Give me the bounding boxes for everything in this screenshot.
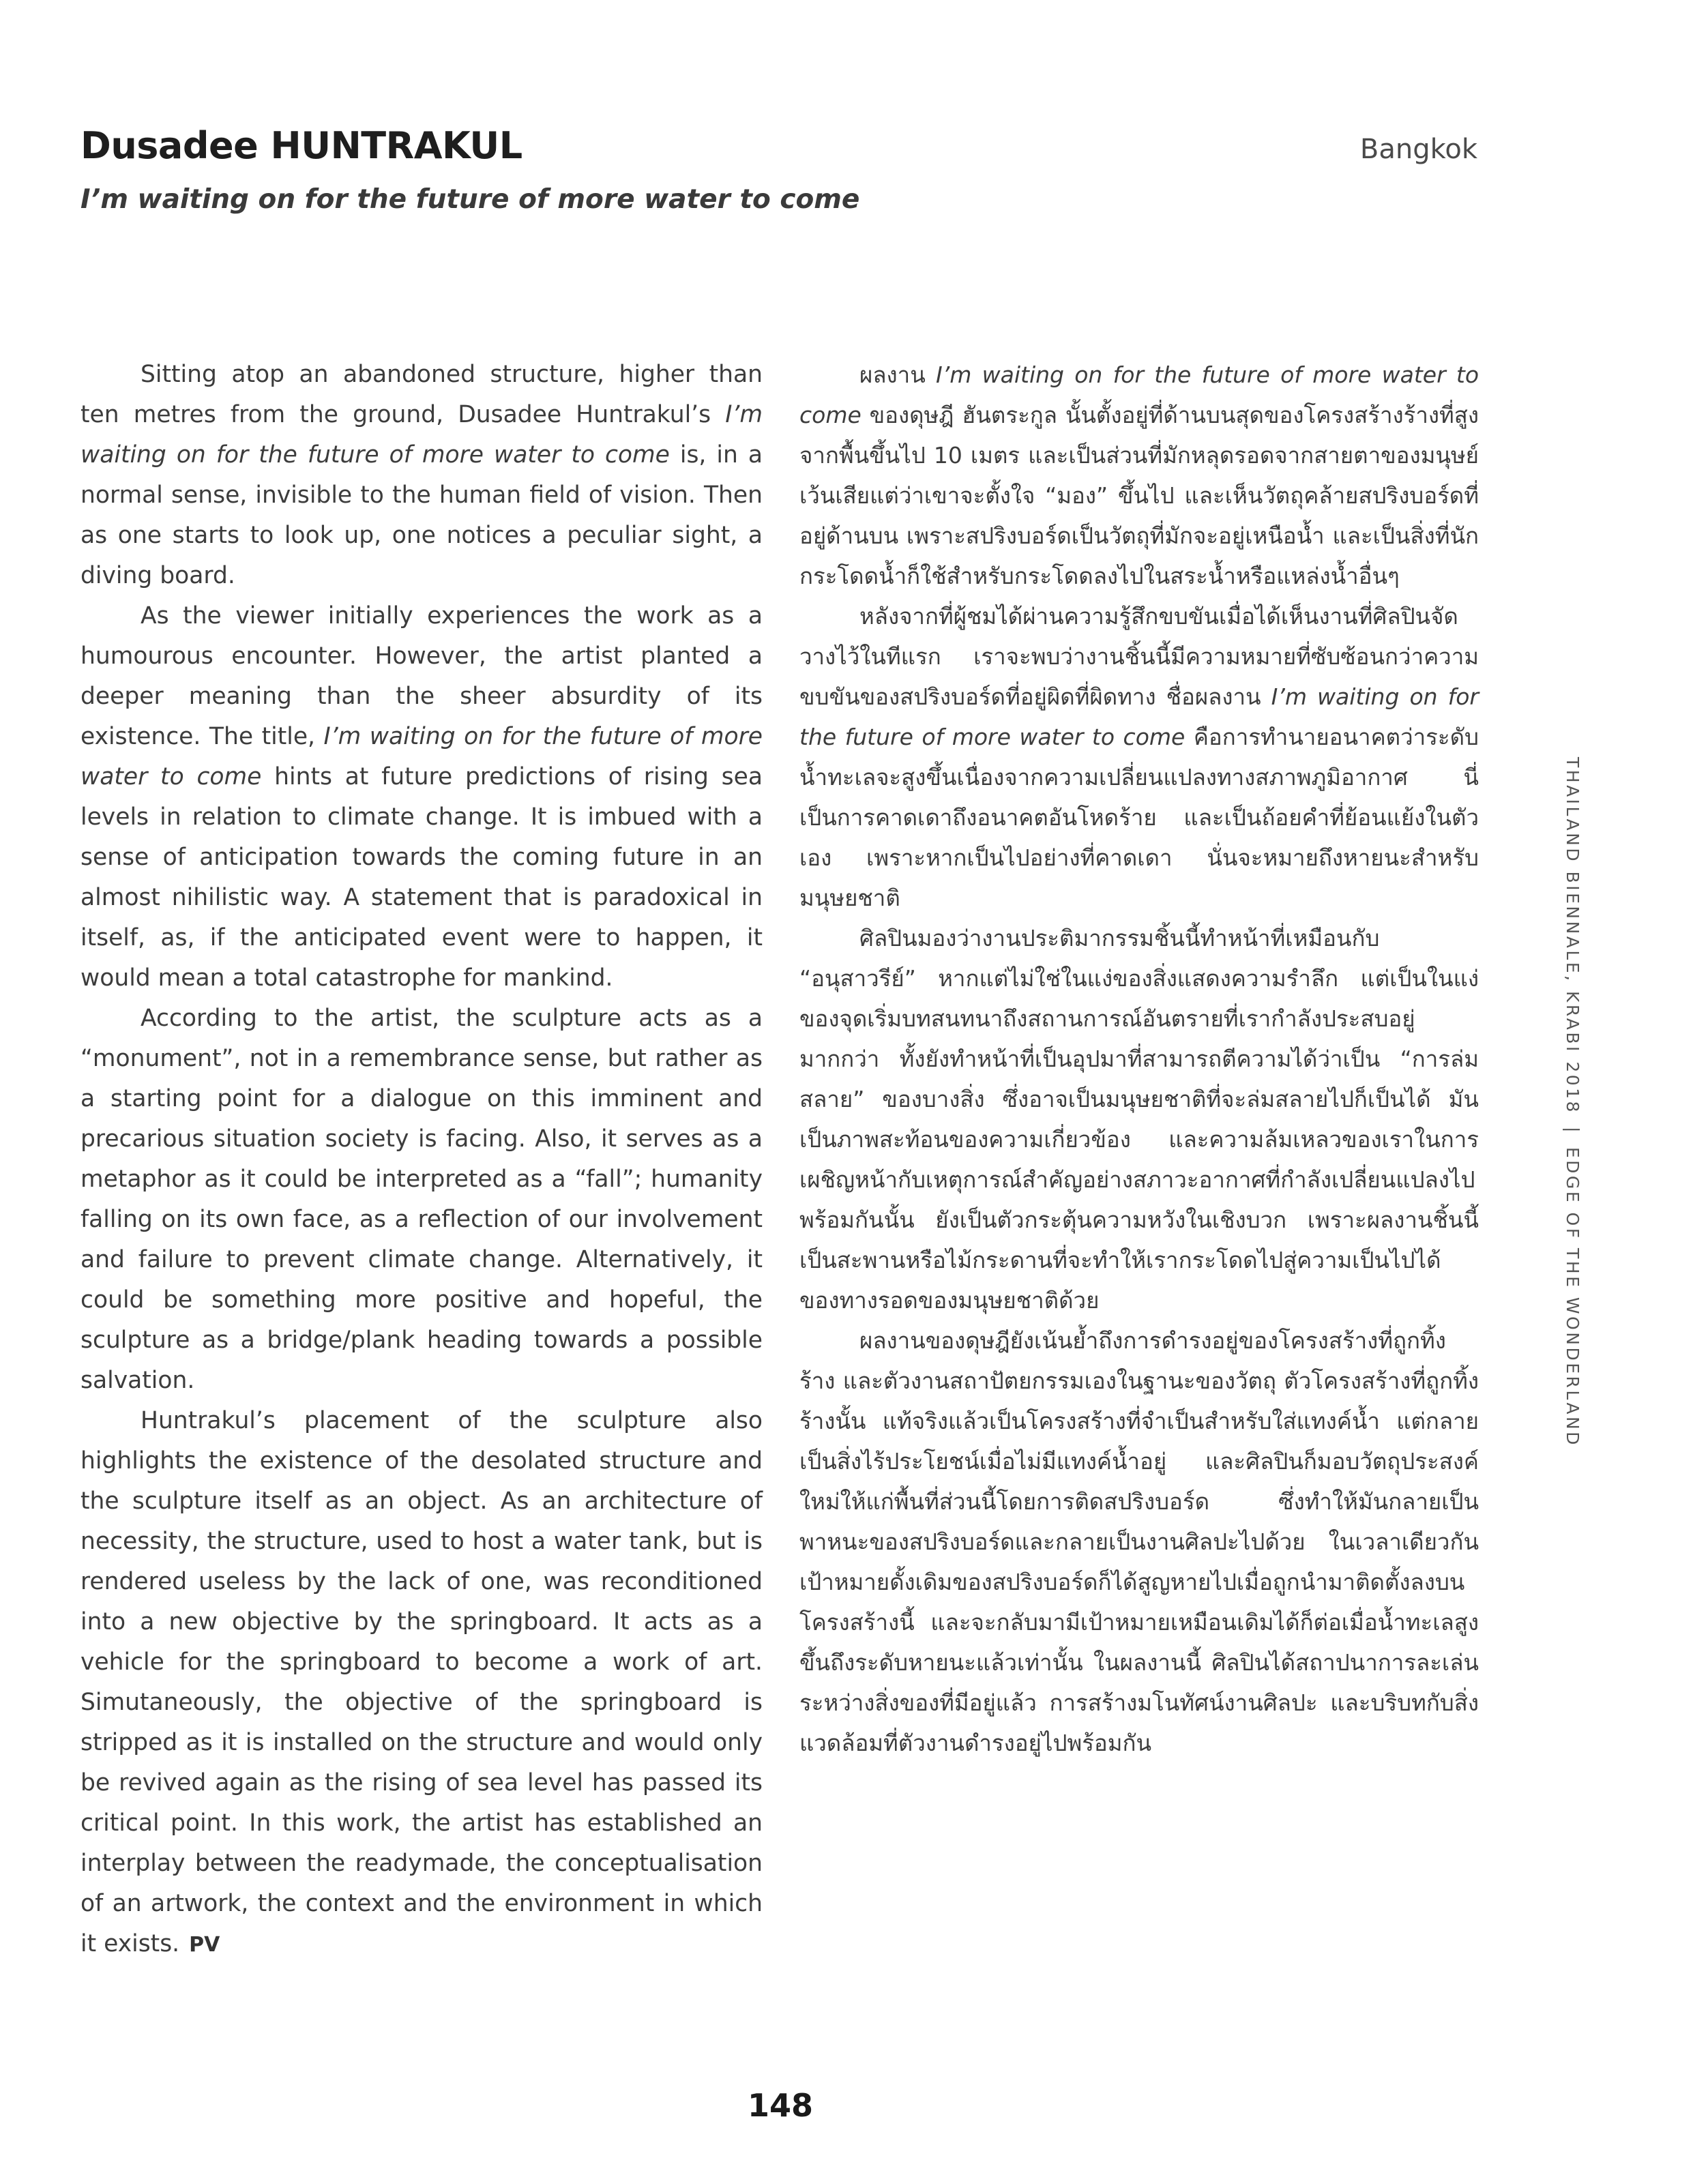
work-title: I’m waiting on for the future of more water to come bbox=[80, 184, 860, 215]
title-separator: | bbox=[1563, 1126, 1582, 1135]
thai-paragraph-1 bbox=[799, 355, 1479, 596]
publication-name: THAILAND BIENNALE, KRABI 2018 bbox=[1563, 757, 1582, 1114]
italic-title: I’m waiting on for the future of more water to come bbox=[799, 683, 1479, 750]
text-run: Huntrakul’s placement of the sculpture also highlights the existence of the desolated structure and the sculpture itself as an object. As an architecture of necessity, the structure, used to host a water tank, but is rendered useless by the lack of one, was reconditioned into a new objective by the springboard. It acts as a vehicle for the springboard to become a work of art. Simutaneously, the objective of the springboard is stripped as it is installed on the structure and would only be revived again as the rising of sea level has passed its critical point. In this work, the artist has established an interplay between the readymade, the conceptualisation of an artwork, the context and the environment in which it exists. bbox=[80, 1407, 763, 1957]
author-initials: PV bbox=[189, 1933, 220, 1957]
text-run: ของดุษฎี ฮันตระกูล นั้นตั้งอยู่ที่ด้านบนสุดของโครงสร้างร้างที่สูงจากพื้นขึ้นไป 10 เมตร และเป็นส่วนที่มักหลุดรอดจากสายตาของมนุษย์ เว้นเสียแต่ว่าเขาจะตั้งใจ “มอง” ขึ้นไป และเห็นวัตถุคล้ายสปริงบอร์ดที่อยู่ด้านบน เพราะสปริงบอร์ดเป็นวัตถุที่มักจะอยู่เหนือน้ำ และเป็นสิ่งที่นักกระโดดน้ำก็ใช้สำหรับกระโดดลงไปในสระน้ำหรือแหล่งน้ำอื่นๆ bbox=[799, 402, 1479, 589]
text-run: ผลงาน bbox=[859, 361, 937, 388]
thai-paragraph-2 bbox=[799, 596, 1479, 918]
text-run: คือการทำนายอนาคตว่าระดับน้ำทะเลจะสูงขึ้นเนื่องจากความเปลี่ยนแปลงทางสภาพภูมิอากาศ นี่เป็นการคาดเดาถึงอนาคตอันโหดร้าย และเป็นถ้อยคำที่ย้อนแย้งในตัวเอง เพราะหากเป็นไปอย่างที่คาดเดา นั่นจะหมายถึงหายนะสำหรับมนุษยชาติ bbox=[799, 724, 1479, 911]
text-run: Sitting atop an abandoned structure, higher than ten metres from the ground, Dusadee Huntrakul’s bbox=[80, 361, 763, 428]
thai-paragraph-4: ผลงานของดุษฎียังเน้นย้ำถึงการดำรงอยู่ของโครงสร้างที่ถูกทิ้งร้าง และตัวงานสถาปัตยกรรมเองในฐานะของวัตถุ ตัวโครงสร้างที่ถูกทิ้งร้างนั้น แท้จริงแล้วเป็นโครงสร้างที่จำเป็นสำหรับใส่แทงค์น้ำ แต่กลายเป็นสิ่งไร้ประโยชน์เมื่อไม่มีแทงค์น้ำอยู่ และศิลปินก็มอบวัตถุประสงค์ใหม่ให้แก่พื้นที่ส่วนนี้โดยการติดสปริงบอร์ด ซึ่งทำให้มันกลายเป็นพาหนะของสปริงบอร์ดและกลายเป็นงานศิลปะไปด้วย ในเวลาเดียวกัน เป้าหมายดั้งเดิมของสปริงบอร์ดก็ได้สูญหายไปเมื่อถูกนำมาติดตั้งลงบนโครงสร้างนี้ และจะกลับมามีเป้าหมายเหมือนเดิมได้ก็ต่อเมื่อน้ำทะเลสูงขึ้นถึงระดับหายนะแล้วเท่านั้น ในผลงานนี้ ศิลปินได้สถาปนาการละเล่นระหว่างสิ่งของที่มีอยู่แล้ว การสร้างมโนทัศน์งานศิลปะ และบริบทกับสิ่งแวดล้อมที่ตัวงานดำรงอยู่ไปพร้อมกัน bbox=[799, 1327, 1479, 1756]
english-paragraph-1 bbox=[80, 355, 763, 596]
text-run: hints at future predictions of rising sea levels in relation to climate change. It is imbued with a sense of anticipation towards the coming future in an almost nihilistic way. A statement that is paradoxical in itself, as, if the anticipated event were to happen, it would mean a total catastrophe for mankind. bbox=[80, 763, 763, 992]
artist-name: Dusadee HUNTRAKUL bbox=[80, 124, 522, 167]
text-run: is, in a normal sense, invisible to the human field of vision. Then as one starts to look up, one notices a peculiar sight, a diving board. bbox=[80, 441, 763, 589]
english-paragraph-4 bbox=[80, 1401, 763, 1965]
text-run: As the viewer initially experiences the work as a humourous encounter. However, the artist planted a deeper meaning than the sheer absurdity of its existence. The title, bbox=[80, 602, 763, 750]
english-paragraph-3: According to the artist, the sculpture acts as a “monument”, not in a remembrance sense, but rather as a starting point for a dialogue on this imminent and precarious situation society is facing. Also, it serves as a metaphor as it could be interpreted as a “fall”; humanity falling on its own face, as a reflection of our involvement and failure to prevent climate change. Alternatively, it could be something more positive and hopeful, the sculpture as a bridge/plank heading towards a possible salvation. bbox=[80, 1005, 763, 1394]
exhibition-name: EDGE OF THE WONDERLAND bbox=[1563, 1146, 1582, 1447]
side-running-title bbox=[1563, 757, 1582, 1447]
italic-title: I’m waiting on for the future of more water to come bbox=[80, 401, 763, 469]
thai-paragraph-3: ศิลปินมองว่างานประติมากรรมชิ้นนี้ทำหน้าที่เหมือนกับ “อนุสาวรีย์” หากแต่ไม่ใช่ในแง่ของสิ่งแสดงความรำลึก แต่เป็นในแง่ของจุดเริ่มบทสนทนาถึงสถานการณ์อันตรายที่เรากำลังประสบอยู่มากกว่า ทั้งยังทำหน้าที่เป็นอุปมาที่สามารถตีความได้ว่าเป็น “การล่มสลาย” ของบางสิ่ง ซึ่งอาจเป็นมนุษยชาติที่จะล่มสลายไปก็เป็นได้ มันเป็นภาพสะท้อนของความเกี่ยวข้อง และความล้มเหลวของเราในการเผชิญหน้ากับเหตุการณ์สำคัญอย่างสภาวะอากาศที่กำลังเปลี่ยนแปลงไป พร้อมกันนั้น ยังเป็นตัวกระตุ้นความหวังในเชิงบวก เพราะผลงานชิ้นนี้เป็นสะพานหรือไม้กระดานที่จะทำให้เรากระโดดไปสู่ความเป็นไปได้ของทางรอดของมนุษยชาติด้วย bbox=[799, 925, 1479, 1314]
italic-title: I’m waiting on for the future of more water to come bbox=[799, 361, 1479, 428]
city-label: Bangkok bbox=[1359, 134, 1477, 165]
italic-title: I’m waiting on for the future of more water to come bbox=[80, 723, 763, 790]
page-number: 148 bbox=[747, 2087, 814, 2124]
text-run: หลังจากที่ผู้ชมได้ผ่านความรู้สึกขบขันเมื่อได้เห็นงานที่ศิลปินจัดวางไว้ในทีแรก เราจะพบว่างานชิ้นนี้มีความหมายที่ซับซ้อนกว่าความขบขันของสปริงบอร์ดที่อยู่ผิดที่ผิดทาง ชื่อผลงาน bbox=[799, 603, 1479, 710]
thai-text-column bbox=[799, 355, 1479, 1763]
english-paragraph-2 bbox=[80, 596, 763, 998]
english-text-column bbox=[80, 355, 763, 1965]
